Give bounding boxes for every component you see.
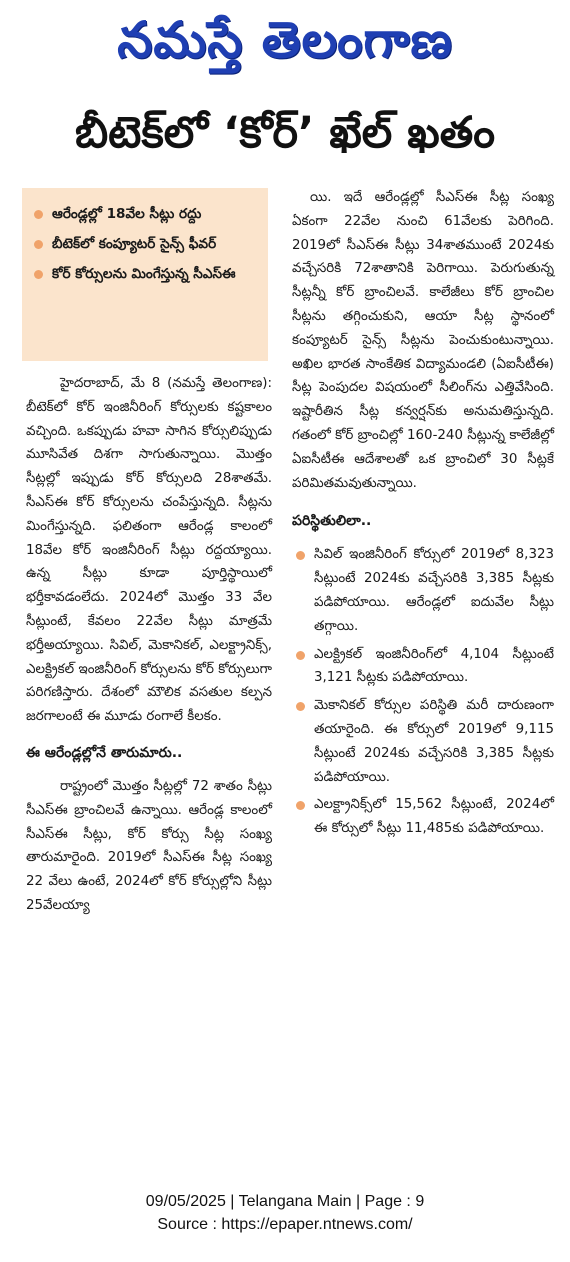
statistic-text: సివిల్ ఇంజినీరింగ్ కోర్సులో 2019లో 8,323 సీట్లుంటే 2024కు వచ్చేసరికి 3,385 సీట్లకు పడిపోయాయి. ఆరేండ్లలో ఐదువేల సీట్లు తగ్గాయి. xyxy=(314,547,554,634)
page-footer xyxy=(0,1190,570,1236)
right-column xyxy=(292,186,554,845)
bullet-icon xyxy=(296,702,305,711)
dateline: 09/05/2025 | Telangana Main | Page : 9 xyxy=(145,1193,425,1210)
highlight-text: కోర్ కోర్సులను మింగేస్తున్న సీఎస్ఈ xyxy=(52,266,236,282)
statistic-item xyxy=(292,694,554,789)
highlight-item xyxy=(32,260,260,288)
statistic-text: మెకానికల్ కోర్సుల పరిస్థితి మరీ దారుణంగా తయారైంది. ఈ కోర్సులో 2019లో 9,115 సీట్లుంటే 2024కు వచ్చేసరికి 3,385 సీట్లకు పడిపోయాయి. xyxy=(314,698,554,785)
newspaper-masthead: నమస్తే తెలంగాణ xyxy=(117,10,453,69)
section-subheading: ఈ ఆరేండ్లల్లోనే తారుమారు.. xyxy=(26,744,183,761)
bullet-icon xyxy=(34,270,43,279)
highlight-text: ఆరేండ్లల్లో 18వేల సీట్లు రద్దు xyxy=(52,206,202,222)
bullet-icon xyxy=(34,240,43,249)
left-column xyxy=(26,372,272,918)
bullet-icon xyxy=(296,551,305,560)
article-paragraph: రాష్ట్రంలో మొత్తం సీట్లల్లో 72 శాతం సీట్లు సీఎస్ఈ బ్రాంచిలవే ఉన్నాయి. ఆరేండ్ల కాలంలో సీఎస్ఈ సీట్లు, కోర్ కోర్సు సీట్ల సంఖ్య తారుమారైంది. 2019లో సీఎస్ఈ సీట్ల సంఖ్య 22 వేలు ఉంటే, 2024లో కోర్ కోర్సుల్లోని సీట్లు 25వేలయ్యా xyxy=(26,778,272,913)
highlight-item xyxy=(32,200,260,228)
bullet-icon xyxy=(34,210,43,219)
highlights-box xyxy=(22,188,268,361)
source-link[interactable]: Source : https://epaper.ntnews.com/ xyxy=(157,1216,413,1233)
statistic-item xyxy=(292,543,554,638)
article-paragraph: యి. ఇదే ఆరేండ్లల్లో సీఎస్ఈ సీట్ల సంఖ్య ఏకంగా 22వేల నుంచి 61వేలకు పెరిగింది. 2019లో సీఎస్ఈ సీట్లు 34శాతముంటే 2024కు వచ్చేసరికి 72శాతానికి పెరిగాయి. పెరుగుతున్న సీట్లన్నీ కోర్ బ్రాంచిలవే. కాలేజీలు కోర్ బ్రాంచిల సీట్లను తగ్గించుకుని, ఆయా సీట్ల స్థానంలో కంప్యూటర్ సైన్స్ సీట్లను పెంచుకుంటున్నాయి. అఖిల భారత సాంకేతిక విద్యామండలి (ఏఐసీటీఈ) సీట్ల పెంపుదల విషయంలో సీలింగ్‌ను ఎత్తివేసింది. ఇష్టారీతిన సీట్ల కన్వర్షన్‌కు అనుమతిస్తున్నది. గతంలో కోర్ బ్రాంచిల్లో 160-240 సీట్లున్న కాలేజీల్లో ఏఐసీటీఈ ఆదేశాలతో ఒక బ్రాంచిలో 30 సీట్లకే పరిమితమవుతున్నాయి. xyxy=(292,190,554,491)
section-subheading: పరిస్థితులిలా.. xyxy=(292,513,372,530)
bullet-icon xyxy=(296,801,305,810)
highlight-text: బీటెక్‌లో కంప్యూటర్ సైన్స్ ఫీవర్ xyxy=(52,236,217,252)
highlight-item xyxy=(32,230,260,258)
statistic-text: ఎలక్ట్రానిక్స్‌లో 15,562 సీట్లుంటే, 2024లో ఈ కోర్సులో సీట్లు 11,485కు పడిపోయాయి. xyxy=(314,797,554,837)
article-headline: బీటెక్‌లో ‘కోర్’ ఖేల్ ఖతం xyxy=(75,108,495,158)
article-paragraph: హైదరాబాద్, మే 8 (నమస్తే తెలంగాణ): బీటెక్‌లో కోర్ ఇంజినీరింగ్ కోర్సులకు కష్టకాలం వచ్చింది. ఒకప్పుడు హవా సాగిన కోర్సులిప్పుడు మూసివేత దిశగా సాగుతున్నాయి. మొత్తం సీట్లల్లో ఇప్పుడు కోర్ కోర్సులది 28శాతమే. సీఎస్ఈ కోర్ కోర్సులను చంపేస్తున్నది. సీట్లను మింగేస్తున్నది. ఫలితంగా ఆరేండ్ల కాలంలో 18వేల కోర్ ఇంజినీరింగ్ సీట్లు రద్దయ్యాయి. ఉన్న సీట్లు కూడా పూర్తిస్థాయిలో భర్తీకావడంలేదు. 2024లో మొత్తం 33 వేల సీట్లుంటే, కేవలం 22వేల సీట్లు మాత్రమే భర్తీఅయ్యాయి. సివిల్, మెకానికల్, ఎలక్ట్రానిక్స్, ఎలక్ట్రికల్ ఇంజినీరింగ్ కోర్సులను కోర్ కోర్సులుగా పరిగణిస్తారు. దేశంలో మౌలిక వసతుల కల్పన జరగాలంటే ఈ మూడు రంగాలే కీలకం. xyxy=(26,376,272,725)
bullet-icon xyxy=(296,651,305,660)
statistics-list xyxy=(292,543,554,841)
statistic-item xyxy=(292,793,554,841)
statistic-text: ఎలక్ట్రికల్ ఇంజినీరింగ్‌లో 4,104 సీట్లుంటే 3,121 సీట్లకు పడిపోయాయి. xyxy=(314,646,554,686)
statistic-item xyxy=(292,643,554,691)
